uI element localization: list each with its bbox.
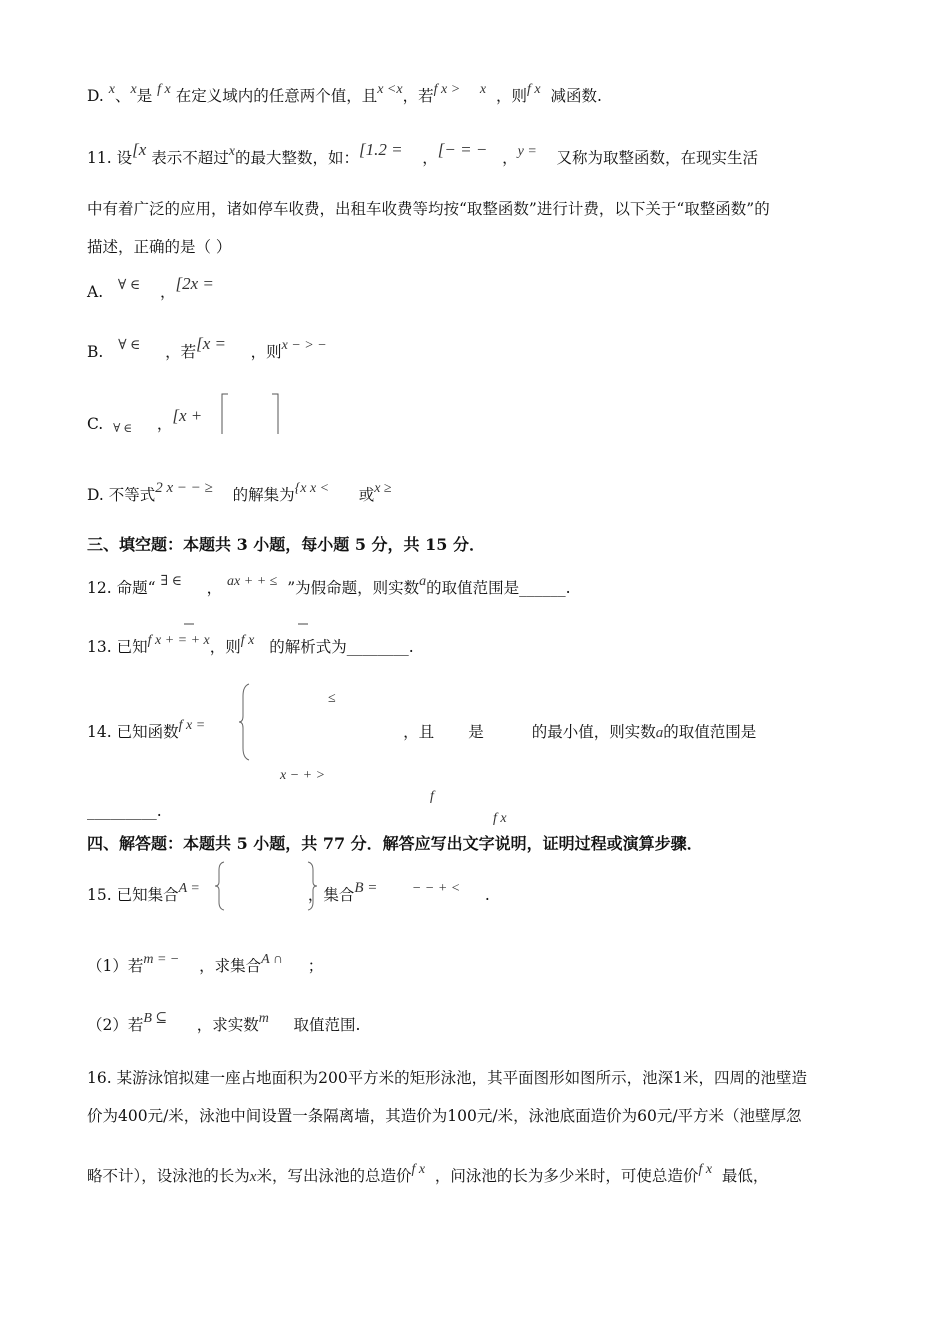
math-floor-2x: [2x =: [175, 274, 214, 293]
text: 表示不超过: [151, 149, 229, 167]
sqrt-overline-marks: [180, 622, 330, 628]
question-number: 11.: [87, 149, 112, 167]
separator: 、: [114, 87, 131, 105]
text: 的最小值，则实数: [531, 723, 656, 741]
piecewise-case-1: ≤: [328, 691, 336, 706]
text: ，则: [495, 87, 527, 105]
text: 的解析式为________.: [269, 638, 414, 656]
math-a: a: [655, 725, 664, 741]
math-m: m = −: [143, 952, 180, 967]
math-ineq: x <x: [377, 82, 403, 97]
comma: ，: [422, 149, 438, 167]
text: 设: [116, 149, 133, 167]
math-floor-x: [x: [132, 140, 147, 159]
q11-option-a: [87, 274, 214, 305]
text: 命题“: [116, 579, 156, 597]
math-floor-x: [x =: [196, 334, 226, 353]
math-y-eq: y =: [517, 144, 537, 159]
text: 米，写出泳池的总造价: [256, 1167, 412, 1185]
question-number: 16.: [87, 1069, 112, 1087]
comma: ，: [206, 579, 223, 597]
math-example-2: [− = −: [437, 140, 488, 159]
math-forall: ∀ ∈: [118, 338, 141, 353]
math-a: a: [419, 574, 427, 589]
q16-line2: 价为400元/米，泳池中间设置一条隔离墙，其造价为100元/米，泳池底面造价为60元/平方米（池壁厚忽: [87, 1107, 802, 1125]
math-subset: B ⊆: [143, 1011, 168, 1026]
math-inequality: x − > −: [281, 338, 327, 353]
text: （1）若: [87, 957, 144, 975]
set-a-braces: [214, 860, 318, 912]
text: ，且: [403, 723, 435, 741]
text: 已知函数: [116, 723, 179, 741]
text: 的最大整数，如：: [234, 149, 359, 167]
text: 最低，: [721, 1167, 769, 1185]
floor-bracket-expression: [220, 390, 282, 438]
text: 的取值范围是______.: [426, 579, 571, 597]
math-x: x: [249, 1169, 257, 1185]
text: ，问泳池的长为多少米时，可使总造价: [434, 1167, 699, 1185]
question-number: 14.: [87, 723, 112, 741]
math-equation: f x + = + x: [147, 633, 210, 648]
text: ”为假命题，则实数: [287, 579, 420, 597]
text: 的取值范围是: [663, 723, 757, 741]
text: （2）若: [87, 1016, 144, 1034]
question-number: 15.: [87, 886, 112, 904]
answer-blank: _________.: [87, 802, 162, 820]
option-label: D.: [87, 87, 104, 105]
option-label: D.: [87, 486, 104, 504]
section-title-solutions: 四、解答题：本题共 5 小题，共 77 分．解答应写出文字说明，证明过程或演算步骤．: [87, 834, 703, 853]
q11-option-c: [87, 406, 203, 436]
option-label: B.: [87, 343, 104, 361]
text: 不等式: [108, 486, 156, 504]
math-x: x: [228, 144, 235, 159]
math-set-a: A =: [178, 881, 200, 896]
math-example-1: [1.2 =: [358, 140, 403, 159]
math-fx: f x: [411, 1162, 426, 1177]
text: 已知集合: [116, 886, 179, 904]
math-inequality: ax + + ≤: [227, 574, 278, 589]
text: ，若: [402, 87, 434, 105]
text: 又称为取整函数，在现实生活: [556, 149, 759, 167]
comma: ，: [502, 149, 518, 167]
section-title-fill-in: 三、填空题：本题共 3 小题，每小题 5 分，共 15 分．: [87, 535, 485, 554]
math-forall: ∀ ∈: [117, 278, 141, 293]
q10-option-d: [87, 82, 602, 109]
math-set-b: B =: [354, 880, 378, 896]
math-x2: x: [130, 82, 137, 97]
text: 减函数.: [550, 87, 602, 105]
piecewise-brace: [238, 682, 252, 762]
math-m: m: [258, 1011, 269, 1026]
math-inequality: 2 x − − ≥: [155, 480, 213, 496]
q15-part2: [87, 1011, 361, 1038]
text: 在定义域内的任意两个值，且: [175, 87, 378, 105]
q16-line3: [87, 1162, 769, 1189]
piecewise-case-2: x − + >: [280, 768, 326, 783]
text: ，则: [250, 343, 282, 361]
text: 取值范围.: [293, 1016, 361, 1034]
math-floor-sum: [x +: [172, 406, 203, 425]
text: ，求实数: [196, 1016, 259, 1034]
math-fx: f x: [157, 82, 171, 97]
text: 或: [358, 486, 375, 504]
text: 的解集为: [232, 486, 295, 504]
text: 略不计），设泳池的长为: [87, 1167, 250, 1185]
text: ，集合: [307, 886, 355, 904]
math-fx: f x: [493, 811, 507, 826]
q11-line1: [87, 140, 759, 171]
math-fx: f x >: [433, 82, 461, 97]
q14: [87, 718, 757, 745]
math-fx-def: f x =: [178, 718, 206, 733]
text: ，则: [209, 638, 241, 656]
math-fx: f x: [526, 82, 541, 97]
math-inequality: − − + <: [411, 881, 461, 896]
math-f-min: f: [430, 789, 434, 804]
math-x1: x: [108, 82, 115, 97]
question-number: 13.: [87, 638, 112, 656]
q12: [87, 574, 571, 601]
q15-part1: [87, 952, 324, 979]
comma: ，: [159, 283, 176, 301]
text: 是: [468, 723, 484, 741]
q16-line1: [87, 1067, 807, 1089]
text: 某游泳馆拟建一座占地面积为200平方米的矩形泳池，其平面图形如图所示，池深1米，四周的池壁造: [116, 1069, 808, 1087]
text: ；: [307, 957, 324, 975]
q11-option-b: [87, 334, 327, 365]
text: .: [484, 886, 490, 904]
math-intersection: A ∩: [261, 952, 284, 967]
option-label: A.: [87, 283, 104, 301]
q13: [87, 633, 414, 660]
question-number: 12.: [87, 579, 112, 597]
text: ，求集合: [199, 957, 262, 975]
math-set: x ≥: [374, 481, 392, 496]
text: 是: [136, 87, 153, 105]
math-fx: f x: [240, 633, 255, 648]
text: ，若: [165, 343, 197, 361]
q11-option-d: [87, 480, 392, 508]
q11-line3: 描述，正确的是（ ）: [87, 238, 232, 256]
math-x: x: [479, 82, 487, 97]
comma: ，: [156, 415, 173, 433]
option-label: C.: [87, 415, 104, 433]
q11-line2: 中有着广泛的应用，诸如停车收费，出租车收费等均按“取整函数”进行计费，以下关于“取整函数”的: [87, 200, 770, 218]
text: 已知: [116, 638, 148, 656]
math-fx: f x: [698, 1162, 713, 1177]
math-exists: ∃ ∈: [160, 574, 182, 589]
math-set: {x x <: [294, 481, 330, 496]
math-forall: ∀ ∈: [113, 421, 133, 435]
